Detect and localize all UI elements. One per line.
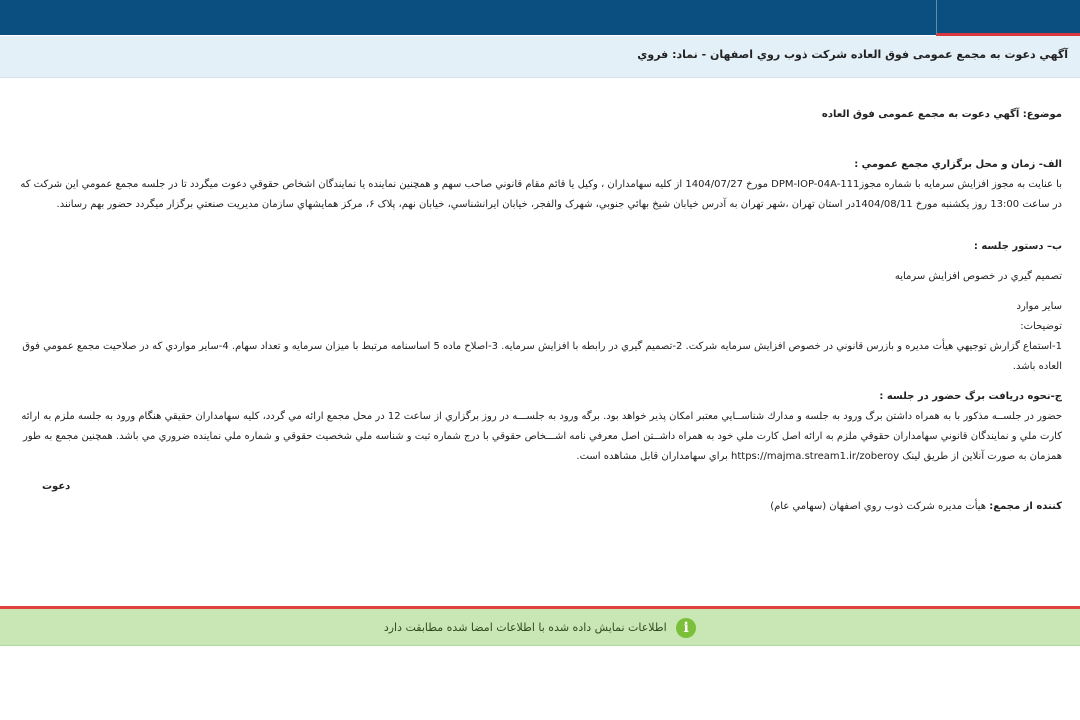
- notes-paragraph: 1-استماع گزارش توجيهي هيأت مديره و بازرس قانوني در خصوص افزايش سرمايه شرکت. 2-تصميم گيري در رابطه با افزايش سرمايه. 3-اصلاح ماده 5 اساسنامه مرتبط با ميزان سرمايه و تعداد سهام. 4-ساير مواردي كه در صلاحيت مجمع عمومي فوق العاده باشد.: [22, 341, 1062, 372]
- invite-word: دعوت: [42, 481, 71, 492]
- top-header-bar: [0, 0, 1080, 35]
- header-active-tab[interactable]: [936, 0, 1080, 36]
- agenda-item: تصميم گيري در خصوص افزايش سرمايه: [894, 271, 1062, 282]
- verification-message: اطلاعات نمايش داده شده با اطلاعات امضا شده مطابقت دارد: [383, 621, 667, 634]
- agenda-item: ساير موارد: [1016, 301, 1062, 312]
- verification-banner: [0, 606, 1080, 646]
- title-bar: [0, 36, 1080, 78]
- page-title: آگهي دعوت به مجمع عمومی فوق العاده شرکت ذوب روي اصفهان - نماد: فروي: [637, 48, 1068, 61]
- section-c-paragraph: حضور در جلســه مذکور با به همراه داشتن برگ ورود به جلسه و مدارك شناســايي معتبر امكان پذير خواهد بود. برگه ورود به جلســـه در روز برگزاري از ساعت 12 در محل مجمع ارائه مي گردد، كليه سهامداران حقيقي هنگام ورود به جلسه ملزم به ارائه كارت ملي و نمايندگان قانوني سهامداران حقوقي ملزم به ارائه اصل كارت ملي خود به همراه داشــتن اصل معرفي نامه اشـــخاص حقوقي با درج شماره ثبت و شناسه ملي شخصيت حقوقي و شماره ملي نماينده ضروري مي باشد. همچنين مجمع به طور همزمان به صورت آنلاين از طريق لينک https://majma.stream1.ir/zoberoy براي سهامداران قابل مشاهده است.: [21, 411, 1062, 462]
- section-b-heading: ب– دستور جلسه :: [973, 241, 1062, 252]
- announcement-body: [18, 105, 1062, 517]
- inviter-line: [18, 497, 1062, 517]
- section-a-heading: الف- زمان و محل برگزاري مجمع عمومي :: [854, 159, 1062, 170]
- notes-label: توضيحات:: [1020, 321, 1062, 332]
- section-c-heading: ج-نحوه دريافت برگ حضور در جلسه :: [879, 391, 1062, 402]
- section-a-paragraph: با عنايت به مجوز افزايش سرمايه با شماره مجوزDPM-IOP-04A-111 مورخ 1404/07/27 از کليه سهامداران ، وکيل يا قائم مقام قانوني صاحب سهم و همچنين نماينده يا نمايندگان اشخاص حقوقي دعوت ميگردد تا در جلسه مجمع عمومي اين شرکت که در ساعت 13:00 روز يکشنبه مورخ 1404/08/11در استان تهران ،شهر تهران به آدرس خيابان شيخ بهائي جنوبي، شهرک والفجر، خيابان ايرانشناسي، خيابان نهم، پلاک ۶، مرکز همايشهاي سازمان مديريت صنعتي برگزار ميگردد حضور بهم رسانند.: [20, 179, 1062, 210]
- info-icon: i: [676, 618, 696, 638]
- subject-line: موضوع: آگهي دعوت به مجمع عمومی فوق العاده: [821, 109, 1062, 120]
- inviter-value: هيأت مديره شرکت ذوب روي اصفهان (سهامي عام): [770, 501, 987, 512]
- inviter-label: کننده از مجمع:: [989, 501, 1062, 512]
